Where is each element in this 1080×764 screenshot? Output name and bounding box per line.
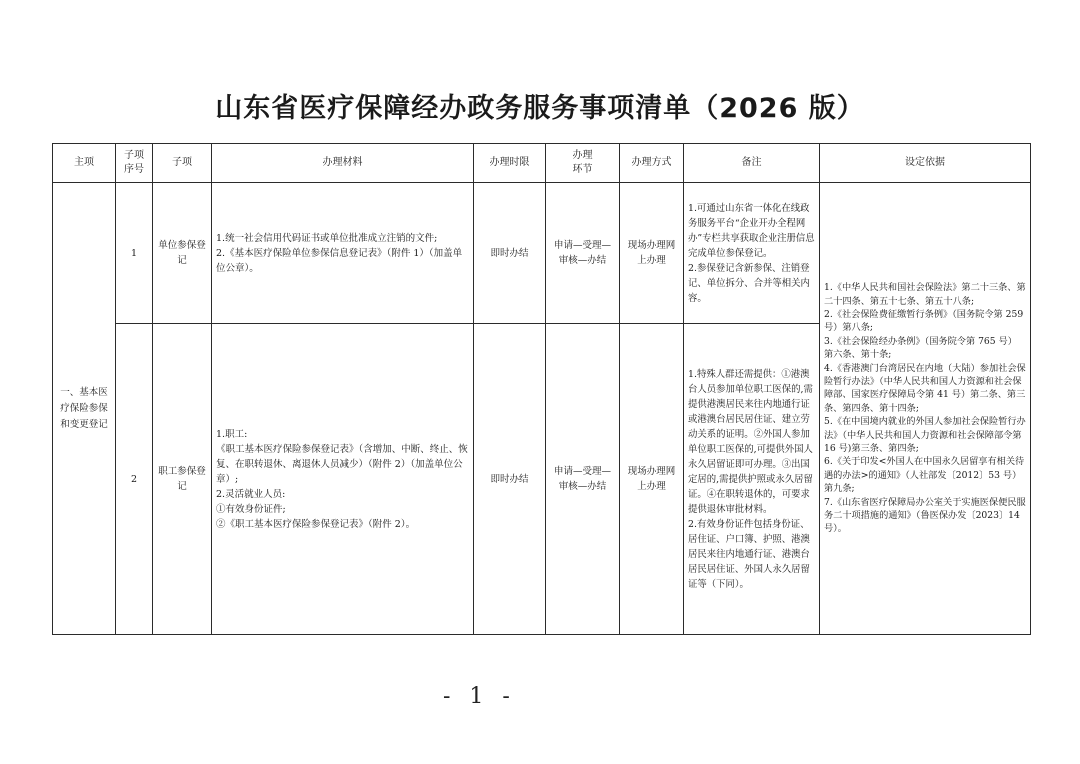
table-row [53, 183, 1031, 324]
header-sub-no [116, 144, 153, 183]
basis-line: 7.《山东省医疗保障局办公室关于实施医保便民服务二十项措施的通知》（鲁医保办发〔2023〕14 号）。 [824, 496, 1026, 535]
material-line: ①有效身份证件; [216, 503, 286, 515]
time-limit-cell: 即时办结 [474, 183, 546, 324]
service-items-table [52, 143, 1031, 635]
remark-line: 2.有效身份证件包括身份证、居住证、户口簿、护照、港澳居民来往内地通行证、港澳台居民居住证、外国人永久居留证等（下同）。 [688, 518, 810, 590]
header-sub-no-text: 子项 序号 [124, 150, 144, 175]
material-line: 1.统一社会信用代码证书或单位批准成立注销的文件; [216, 232, 438, 244]
remark-line: 1.特殊人群还需提供：①港澳台人员参加单位职工医保的,需提供港澳居民来往内地通行证或港澳台居民居住证、建立劳动关系的证明。②外国人参加单位职工医保的,可提供外国人永久居留证即可办理。③出国定居的,需提供护照或永久居留证。④在职转退休的，可要求提供退休审批材料。 [688, 368, 813, 515]
materials-cell [212, 324, 474, 635]
remarks-cell [684, 324, 820, 635]
header-remarks: 备注 [684, 144, 820, 183]
remark-line: 2.参保登记含新参保、注销登记、单位拆分、合并等相关内容。 [688, 262, 810, 304]
page-title: 山东省医疗保障经办政务服务事项清单（2026 版） [215, 93, 865, 124]
material-line: 2.《基本医疗保险单位参保信息登记表》（附件 1）（加盖单位公章）。 [216, 247, 463, 274]
basis-line: 2.《社会保险费征缴暂行条例》（国务院令第 259 号）第八条; [824, 308, 1024, 334]
basis-line: 4.《香港澳门台湾居民在内地（大陆）参加社会保险暂行办法》（中华人民共和国人力资源和社会保障部、国家医疗保障局令第 41 号）第二条、第三条、第四条、第十四条; [824, 362, 1026, 414]
method-cell: 现场办理网上办理 [620, 324, 684, 635]
sub-item-cell: 单位参保登记 [153, 183, 212, 324]
material-line: 2.灵活就业人员: [216, 488, 286, 500]
basis-line: 5.《在中国境内就业的外国人参加社会保险暂行办法》（中华人民共和国人力资源和社会保障部令第 16 号)第三条、第四条; [824, 416, 1026, 455]
process-cell: 申请—受理—审核—办结 [546, 324, 620, 635]
header-process-text: 办理 环节 [572, 150, 593, 175]
header-sub-item: 子项 [153, 144, 212, 183]
basis-line: 6.《关于印发<外国人在中国永久居留享有相关待遇的办法>的通知》（人社部发〔2012〕53 号）第九条; [824, 456, 1025, 495]
materials-cell [212, 183, 474, 324]
sub-item-cell: 职工参保登记 [153, 324, 212, 635]
sub-no-cell: 2 [116, 324, 153, 635]
material-line: 《职工基本医疗保险参保登记表》（含增加、中断、终止、恢复、在职转退休、离退休人员减少）（附件 2）（加盖单位公章）; [216, 443, 468, 485]
material-line: ②《职工基本医疗保险参保登记表》（附件 2）。 [216, 518, 416, 530]
header-method: 办理方式 [620, 144, 684, 183]
remarks-cell [684, 183, 820, 324]
header-materials: 办理材料 [212, 144, 474, 183]
header-subject: 主项 [53, 144, 116, 183]
basis-cell [820, 183, 1031, 635]
basis-line: 3.《社会保险经办条例》（国务院令第 765 号）第六条、第十条; [824, 335, 1017, 361]
process-cell: 申请—受理—审核—办结 [546, 183, 620, 324]
table-header-row [53, 144, 1031, 183]
page-number: - 1 - [443, 684, 516, 709]
header-process [546, 144, 620, 183]
basis-line: 1.《中华人民共和国社会保险法》第二十三条、第二十四条、第五十七条、第五十八条; [824, 282, 1026, 307]
sub-no-cell: 1 [116, 183, 153, 324]
header-time-limit: 办理时限 [474, 144, 546, 183]
method-cell: 现场办理网上办理 [620, 183, 684, 324]
main-subject-cell: 一、基本医疗保险参保和变更登记 [53, 183, 116, 635]
material-line: 1.职工: [216, 428, 248, 440]
remark-line: 1.可通过山东省一体化在线政务服务平台“企业开办全程网办”专栏共享获取企业注册信息完成单位参保登记。 [688, 202, 815, 259]
header-basis: 设定依据 [820, 144, 1031, 183]
time-limit-cell: 即时办结 [474, 324, 546, 635]
